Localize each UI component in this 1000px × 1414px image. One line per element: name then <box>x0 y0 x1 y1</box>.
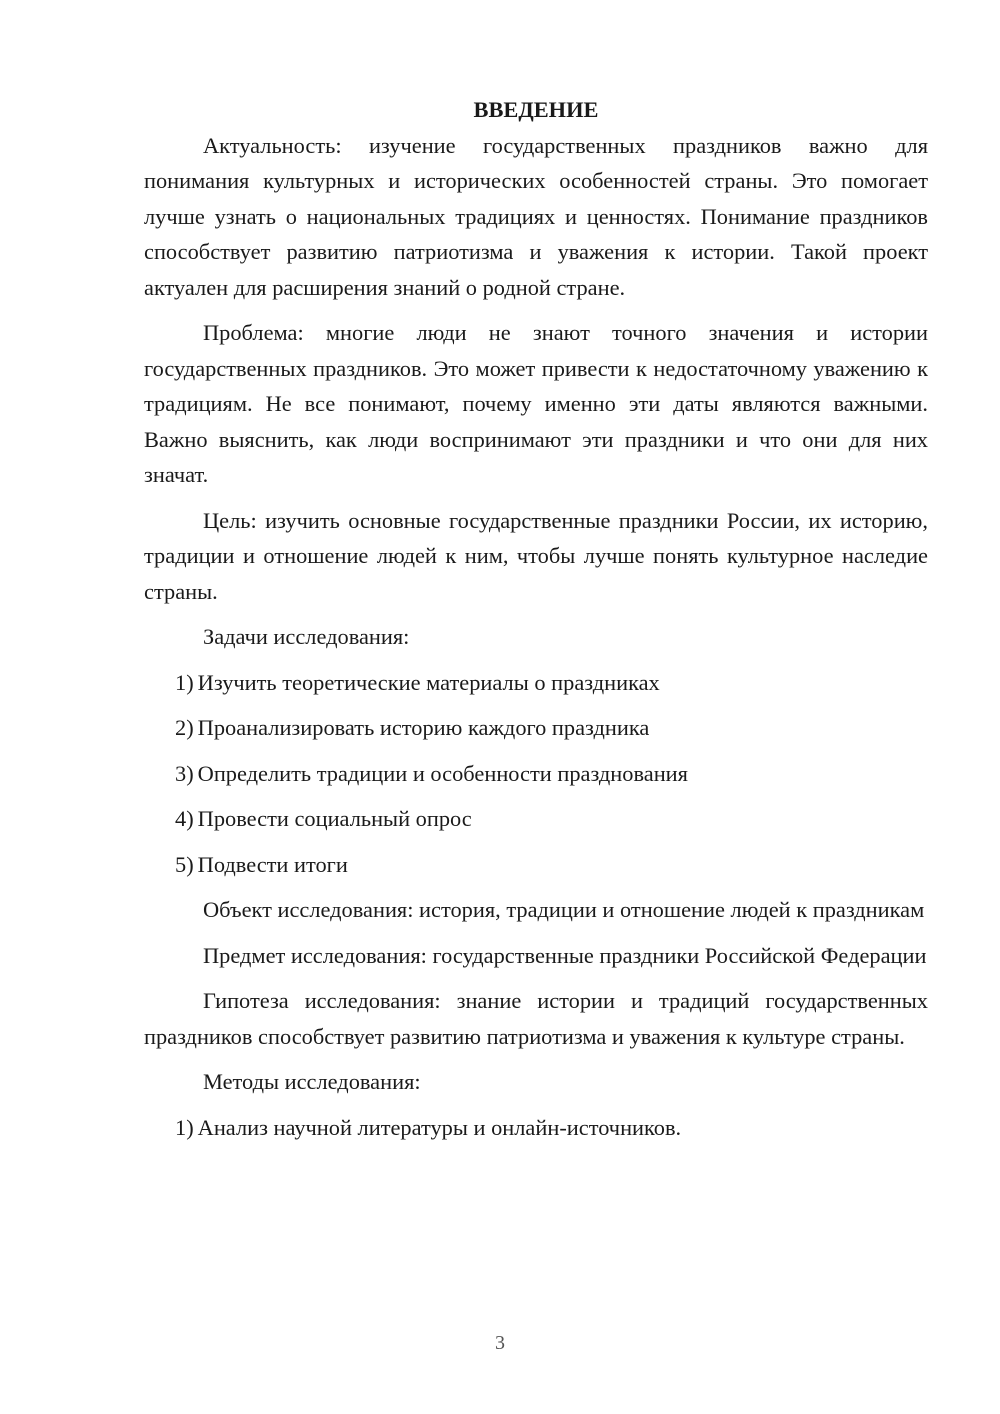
list-item-text: Анализ научной литературы и онлайн-источников. <box>197 1114 682 1140</box>
list-item-text: Подвести итоги <box>197 851 348 877</box>
object-paragraph: Объект исследования: история, традиции и отношение людей к праздникам <box>203 897 925 922</box>
list-item-number: 2) <box>175 715 194 740</box>
subject-paragraph: Предмет исследования: государственные праздники Российской Федерации <box>203 942 927 968</box>
page-number: 3 <box>495 1332 505 1354</box>
list-item-text: Провести социальный опрос <box>197 806 472 831</box>
goal-paragraph: Цель: изучить основные государственные праздники России, их историю, традиции и отношение людей к ним, чтобы лучше понять культурное наследие страны. <box>144 507 928 604</box>
relevance-paragraph: Актуальность: изучение государственных праздников важно для понимания культурных и исторических особенностей страны. Это помогает лучше узнать о национальных традициях и ценностях. Понимание праздников способствует развитию патриотизма и уважения к истории. Такой проект актуален для расширения знаний о родной стране. <box>144 132 928 300</box>
list-item <box>144 801 928 837</box>
list-item-number: 1) <box>175 669 194 695</box>
list-item <box>144 710 928 746</box>
list-item-text: Изучить теоретические материалы о праздниках <box>197 669 660 695</box>
tasks-heading: Задачи исследования: <box>203 624 410 649</box>
methods-heading: Методы исследования: <box>203 1069 421 1094</box>
list-item <box>144 756 928 792</box>
list-item-number: 1) <box>175 1114 194 1140</box>
page-title: ВВЕДЕНИЕ <box>473 97 599 122</box>
list-item-number: 4) <box>175 806 194 831</box>
hypothesis-paragraph: Гипотеза исследования: знание истории и традиций государственных праздников способствует развитию патриотизма и уважения к культуре страны. <box>144 988 928 1049</box>
list-item <box>144 847 928 883</box>
list-item <box>144 1110 928 1146</box>
document-page <box>144 92 928 1155</box>
problem-paragraph: Проблема: многие люди не знают точного значения и истории государственных праздников. Это может привести к недостаточному уважению к традициям. Не все понимают, почему именно эти даты являются важными. Важно выяснить, как люди воспринимают эти праздники и что они для них значат. <box>144 320 928 487</box>
list-item-number: 5) <box>175 851 194 877</box>
list-item-number: 3) <box>175 760 194 786</box>
list-item-text: Определить традиции и особенности празднования <box>197 760 688 786</box>
list-item-text: Проанализировать историю каждого праздника <box>197 715 650 740</box>
list-item <box>144 665 928 701</box>
